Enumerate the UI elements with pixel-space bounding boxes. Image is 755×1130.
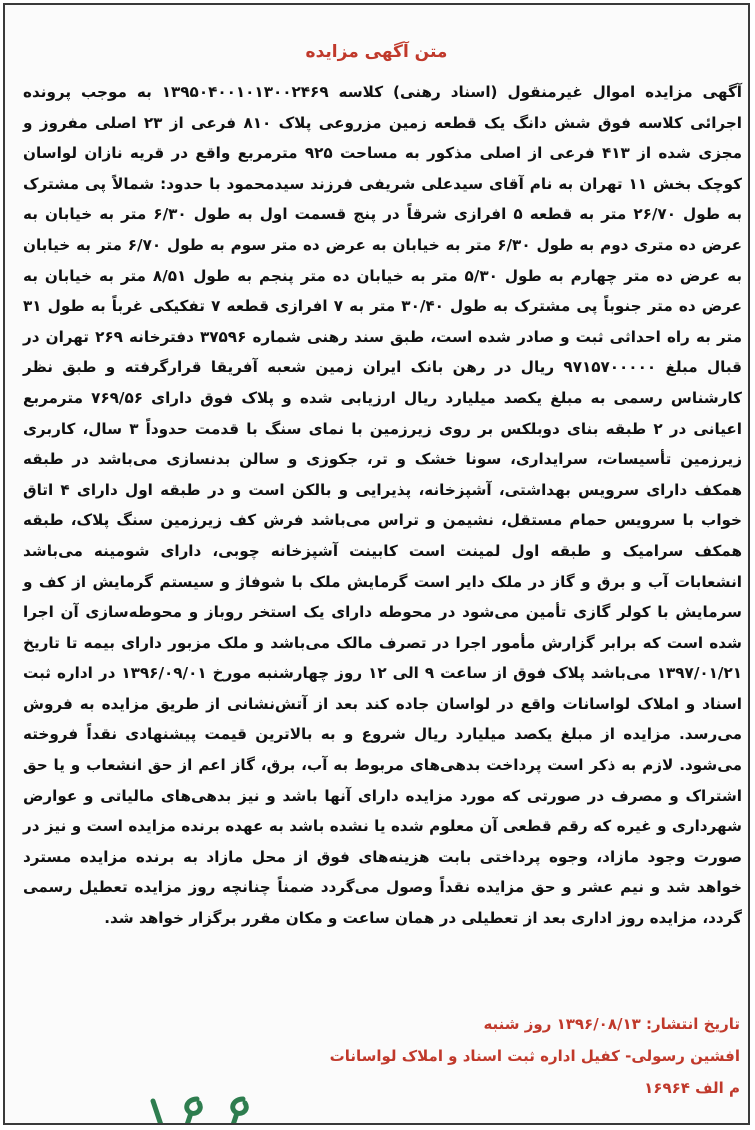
- handwritten-number: [145, 1095, 267, 1125]
- reference-number: م الف ۱۶۹۶۴: [644, 1079, 740, 1097]
- notice-body-text: آگهی مزایده اموال غیرمنقول (اسناد رهنی) کلاسه ۱۳۹۵۰۴۰۰۱۰۱۳۰۰۲۴۶۹ به موجب پرونده اجرائی کلاسه فوق شش دانگ یک قطعه زمین مزروعی پلاک ۸۱۰ فرعی از ۲۳ اصلی مفروز و مجزی شده از ۴۱۳ فرعی از اصلی مذکور به مساحت ۹۲۵ مترمربع واقع در قریه نازان لواسان کوچک بخش ۱۱ تهران به نام آقای سیدعلی شریفی فرزند سیدمحمود با حدود: شمالاً پی مشترک به طول ۲۶/۷۰ متر به قطعه ۵ افرازی شرقاً در پنج قسمت اول به طول ۶/۳۰ متر به خیابان به عرض ده متری دوم به طول ۶/۳۰ متر به خیابان به عرض ده متر سوم به طول ۶/۷۰ متر به خیابان به عرض ده متر چهارم به طول ۵/۳۰ متر به خیابان ده متر پنجم به طول ۸/۵۱ متر به خیابان به عرض ده متر جنوباً پی مشترک به طول ۳۰/۴۰ متر به ۷ افرازی قطعه ۷ تفکیکی غرباً به طول ۳۱ متر به راه احداثی ثبت و صادر شده است، طبق سند رهنی شماره ۳۷۵۹۶ دفترخانه ۲۶۹ تهران در قبال مبلغ ۹۷۱۵۷۰۰۰۰۰ ریال در رهن بانک ایران زمین شعبه آفریقا قرارگرفته و طبق نظر کارشناس رسمی به مبلغ یکصد میلیارد ریال ارزیابی شده و پلاک فوق دارای ۷۶۹/۵۶ مترمربع اعیانی در ۲ طبقه بنای دوبلکس بر روی زیرزمین با نمای سنگ با قدمت حدوداً ۳ سال، کاربری زیرزمین تأسیسات، سرایداری، سونا خشک و تر، جکوزی و سالن بدنسازی می‌باشد در طبقه همکف دارای سرویس بهداشتی، آشپزخانه، پذیرایی و بالکن است و در طبقه اول دارای ۴ اتاق خواب با سرویس حمام مستقل، نشیمن و تراس می‌باشد فرش کف زیرزمین سنگ پلاک، طبقه همکف سرامیک و طبقه اول لمینت است کابینت آشپزخانه چوبی، دارای شومینه می‌باشد انشعابات آب و برق و گاز در ملک دایر است گرمایش ملک با شوفاژ و سیستم گرمایش از کف و سرمایش با کولر گازی تأمین می‌شود در محوطه دارای یک استخر روباز و محوطه‌سازی آن اجرا شده است که برابر گزارش مأمور اجرا در تصرف مالک می‌باشد و ملک مزبور دارای بیمه تا تاریخ ۱۳۹۷/۰۱/۲۱ می‌باشد پلاک فوق از ساعت ۹ الی ۱۲ روز چهارشنبه مورخ ۱۳۹۶/۰۹/۰۱ در اداره ثبت اسناد و املاک لواسانات واقع در لواسان جاده کند بعد از آتش‌نشانی از طریق مزایده به فروش می‌رسد. مزایده از مبلغ یکصد میلیارد ریال شروع و به بالاترین قیمت پیشنهادی نقداً فروخته می‌شود. لازم به ذکر است پرداخت بدهی‌های مربوط به آب، برق، گاز اعم از حق انشعاب و یا حق اشتراک و مصرف در صورتی که مورد مزایده دارای آنها باشد و نیز بدهی‌های مالیاتی و عوارض شهرداری و غیره که رقم قطعی آن معلوم شده یا نشده باشد به عهده برنده مزایده است و نیز در صورت وجود مازاد، وجوه پرداختی بابت هزینه‌های فوق از محل مازاد به برنده مزایده مسترد خواهد شد و نیم عشر و حق مزایده نقداً وصول می‌گردد ضمناً چنانچه روز مزایده تعطیل رسمی گردد، مزایده روز اداری بعد از تعطیلی در همان ساعت و مکان مقرر برگزار خواهد شد.: [23, 83, 743, 928]
- signatory: افشین رسولی- کفیل اداره ثبت اسناد و املاک لواسانات: [329, 1047, 740, 1065]
- publication-date: تاریخ انتشار: ۱۳۹۶/۰۸/۱۳ روز شنبه: [483, 1015, 740, 1033]
- auction-notice: [3, 3, 750, 1125]
- notice-footer: [13, 1008, 740, 1104]
- notice-title: متن آگهی مزایده: [305, 42, 448, 62]
